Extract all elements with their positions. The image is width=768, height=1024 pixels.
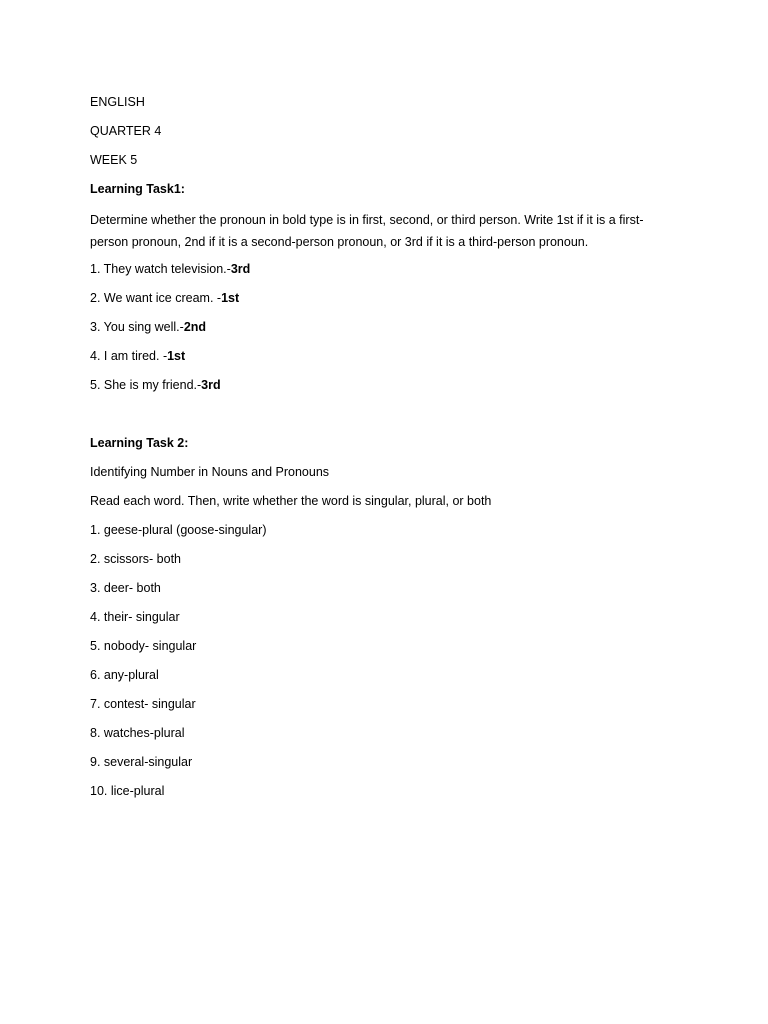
task1-item: [90, 289, 680, 307]
subject-heading: ENGLISH: [90, 95, 145, 109]
task1-item: [90, 318, 680, 336]
task2-item: 4. their- singular: [90, 610, 180, 624]
task2-item: 3. deer- both: [90, 581, 161, 595]
task2-item: 7. contest- singular: [90, 697, 196, 711]
task2-item: 8. watches-plural: [90, 726, 185, 740]
task2-instructions: Read each word. Then, write whether the word is singular, plural, or both: [90, 494, 492, 508]
task2-item: 10. lice-plural: [90, 784, 165, 798]
task1-item-answer: 3rd: [201, 378, 221, 392]
task2-item: 6. any-plural: [90, 668, 159, 682]
task1-item-answer: 3rd: [230, 262, 251, 276]
task2-item: 9. several-singular: [90, 755, 193, 769]
task1-item: [90, 260, 680, 278]
week-heading: WEEK 5: [90, 153, 138, 167]
task1-item: [90, 347, 680, 365]
document-page: [90, 93, 680, 811]
task2-item: 2. scissors- both: [90, 552, 182, 566]
task2-item: 5. nobody- singular: [90, 639, 197, 653]
task1-title: Learning Task1:: [90, 182, 185, 196]
task1-item: [90, 376, 680, 394]
task1-item-answer: 1st: [221, 291, 240, 305]
task1-item-text: 5. She is my friend.-: [90, 378, 202, 392]
task1-item-text: 1. They watch television.-: [90, 262, 231, 276]
task2-title: Learning Task 2:: [90, 436, 189, 450]
task2-subtitle: Identifying Number in Nouns and Pronouns: [90, 465, 330, 479]
task1-item-answer: 1st: [167, 349, 186, 363]
section-spacer: [90, 405, 680, 434]
task1-item-text: 4. I am tired. -: [90, 349, 168, 363]
task1-item-answer: 2nd: [183, 320, 207, 334]
task2-item: 1. geese-plural (goose-singular): [90, 523, 267, 537]
task1-item-text: 3. You sing well.-: [90, 320, 184, 334]
task1-item-text: 2. We want ice cream. -: [90, 291, 222, 305]
quarter-heading: QUARTER 4: [90, 124, 162, 138]
task1-instructions: Determine whether the pronoun in bold type is in first, second, or third person. Write 1st if it is a first-person pronoun, 2nd if it is a second-person pronoun, or 3rd if it is a third-person pronoun.: [90, 213, 644, 249]
